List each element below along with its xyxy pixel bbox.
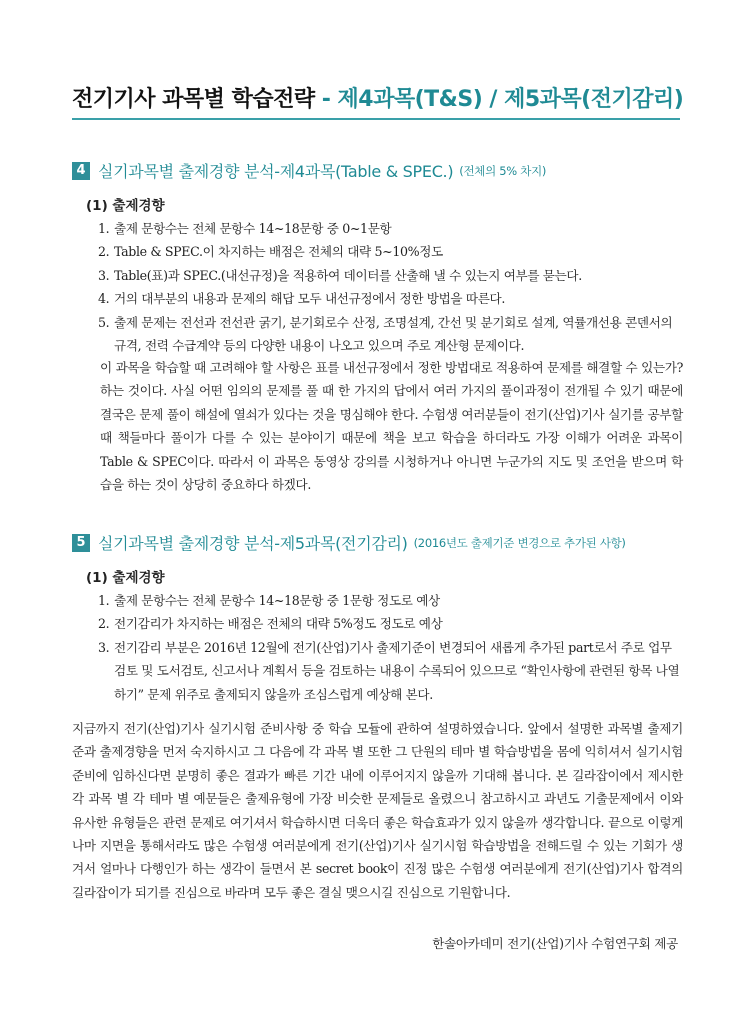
list-item-number: 4. xyxy=(98,291,110,307)
section-5-list xyxy=(98,589,683,706)
list-item-number: 1. xyxy=(98,221,110,236)
page-title xyxy=(72,82,683,113)
list-item xyxy=(98,287,683,310)
section-4-subheading: (1) 출제경향 xyxy=(86,198,165,214)
list-item xyxy=(98,612,683,635)
list-item xyxy=(98,589,683,612)
section-4-heading xyxy=(72,159,546,182)
list-item-text: 전기감리가 차지하는 배점은 전체의 대략 5%정도 정도로 예상 xyxy=(114,616,443,632)
list-item-number: 3. xyxy=(98,639,110,655)
list-item-text: 거의 대부분의 내용과 문제의 해답 모두 내선규정에서 정한 방법을 따른다. xyxy=(114,291,505,307)
closing-paragraph: 지금까지 전기(산업)기사 실기시험 준비사항 중 학습 모듈에 관하여 설명하였습니다. 앞에서 설명한 과목별 출제기준과 출제경향을 먼저 숙지하시고 그 다음에 각 과목 별 또한 그 단원의 테마 별 학습방법을 몸에 익히셔서 실기시험 준비에 임하신다면 분명히 좋은 결과가 빠른 기간 내에 이루어지지 않을까 기대해 봅니다. 본 길라잡이에서 제시한 각 과목 별 각 테마 별 예문들은 출제유형에 가장 비슷한 문제들로 올렸으니 참고하시고 과년도 기출문제에서 이와 유사한 유형들은 관련 문제로 여기셔서 학습하시면 더욱더 좋은 학습효과가 있지 않을까 생각합니다. 끝으로 이렇게나마 지면을 통해서라도 많은 수험생 여러분에게 전기(산업)기사 실기시험 학습방법을 전해드릴 수 있는 기회가 생겨서 얼마나 다행인가 하는 생각이 들면서 본 secret book이 진정 많은 수험생 여러분에게 전기(산업)기사 합격의 길라잡이가 되기를 진심으로 바라며 모두 좋은 결실 맺으시길 진심으로 기원합니다. xyxy=(72,721,683,900)
title-divider xyxy=(72,118,680,120)
list-item-number: 2. xyxy=(98,616,110,632)
list-item xyxy=(98,240,683,263)
section-4-number-badge: 4 xyxy=(72,162,90,180)
section-4-list xyxy=(98,217,683,357)
list-item-text: 출제 문항수는 전체 문항수 14~18문항 중 1문항 정도로 예상 xyxy=(114,593,440,608)
list-item xyxy=(98,636,683,706)
list-item-text: 출제 문제는 전선과 전선관 굵기, 분기회로수 산정, 조명설계, 간선 및 분기회로 설계, 역률개선용 콘덴서의 규격, 전력 수급계약 등의 다양한 내용이 나오고 있으며 주로 계산형 문제이다. xyxy=(114,314,673,354)
list-item-text: Table & SPEC.이 차지하는 배점은 전체의 대략 5~10%정도 xyxy=(114,244,443,260)
list-item-text: 출제 문항수는 전체 문항수 14~18문항 중 0~1문항 xyxy=(114,221,392,236)
section-5-note: (2016년도 출제기준 변경으로 추가된 사항) xyxy=(413,535,626,550)
section-4-paragraph: 이 과목을 학습할 때 고려해야 할 사항은 표를 내선규정에서 정한 방법대로 적용하여 문제를 해결할 수 있는가? 하는 것이다. 사실 어떤 임의의 문제를 풀 때 한 가지의 답에서 여러 가지의 풀이과정이 전개될 수 있기 때문에 결국은 문제 풀이 해설에 열쇠가 있다는 것을 명심해야 한다. 수험생 여러분들이 전기(산업)기사 실기를 공부할 때 책들마다 풀이가 다를 수 있는 분야이기 때문에 책을 보고 학습을 하더라도 가장 이해가 어려운 과목이 Table & SPEC이다. 따라서 이 과목은 동영상 강의를 시청하거나 아니면 누군가의 지도 및 조언을 받으며 학습을 하는 것이 상당히 중요하다 하겠다. xyxy=(100,360,683,493)
list-item-number: 1. xyxy=(98,593,110,608)
page-title-main: 전기기사 과목별 학습전략 xyxy=(72,87,315,112)
page-title-subtitle: - 제4과목(T&S) / 제5과목(전기감리) xyxy=(314,87,684,112)
credit-line: 한솔아카데미 전기(산업)기사 수험연구회 제공 xyxy=(432,936,678,951)
section-4-title: 실기과목별 출제경향 분석-제4과목(Table & SPEC.) xyxy=(98,162,454,181)
section-5-subheading: (1) 출제경향 xyxy=(86,570,165,586)
list-item-number: 5. xyxy=(98,314,110,330)
section-5-number-badge: 5 xyxy=(72,534,90,552)
list-item xyxy=(98,311,683,358)
list-item-text: 전기감리 부분은 2016년 12월에 전기(산업)기사 출제기준이 변경되어 새롭게 추가된 part로서 주로 업무검토 및 도서검토, 신고서나 계획서 등을 검토하는 내용이 수록되어 있으므로 “확인사항에 관련된 항목 나열하기” 문제 위주로 출제되지 않을까 조심스럽게 예상해 본다. xyxy=(114,639,680,702)
section-5-heading xyxy=(72,531,626,554)
list-item-number: 2. xyxy=(98,244,110,260)
list-item xyxy=(98,264,683,287)
section-5-title: 실기과목별 출제경향 분석-제5과목(전기감리) xyxy=(98,534,408,553)
list-item xyxy=(98,217,683,240)
list-item-number: 3. xyxy=(98,267,110,283)
list-item-text: Table(표)과 SPEC.(내선규정)을 적용하여 데이터를 산출해 낼 수 있는지 여부를 묻는다. xyxy=(114,267,582,283)
section-4-note: (전체의 5% 차지) xyxy=(459,163,547,178)
